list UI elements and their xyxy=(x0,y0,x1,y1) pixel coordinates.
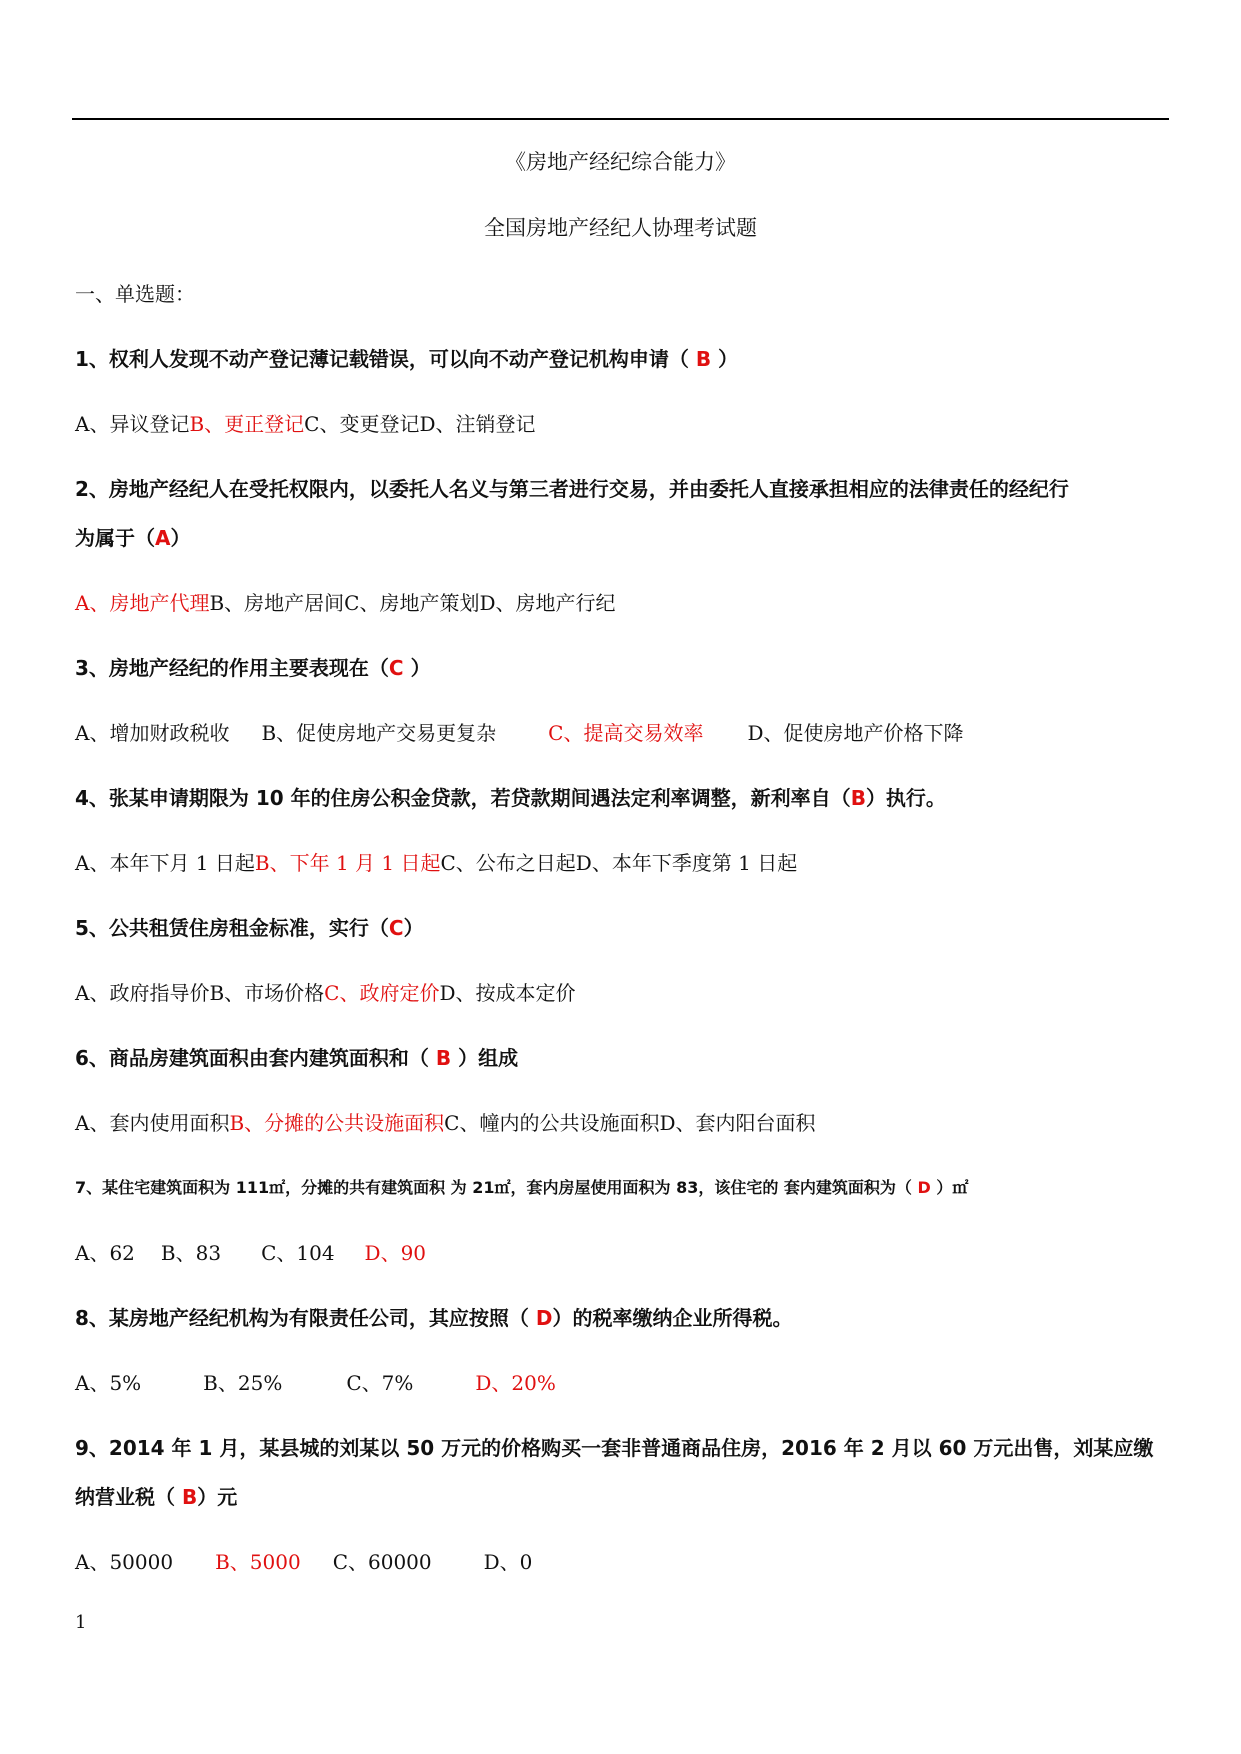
options-2 xyxy=(75,587,616,616)
options-7 xyxy=(75,1237,426,1266)
options-3 xyxy=(75,717,964,746)
option-d: D、90 xyxy=(364,1241,427,1265)
option-c: C、变更登记 xyxy=(304,412,420,436)
question-9-line-1: 9、2014 年 1 月，某县城的刘某以 50 万元的价格购买一套非普通商品住房，2016 年 2 月以 60 万元出售，刘某应缴 xyxy=(75,1436,1154,1460)
answer-7: D xyxy=(917,1178,931,1197)
option-d: D、按成本定价 xyxy=(439,981,576,1005)
option-d: D、套内阳台面积 xyxy=(659,1111,816,1135)
answer-8: D xyxy=(535,1306,553,1330)
option-c: C、提高交易效率 xyxy=(548,721,704,745)
section-heading: 一、单选题： xyxy=(75,282,195,306)
option-d: D、20% xyxy=(475,1371,556,1395)
option-a: A、5% xyxy=(75,1371,142,1395)
answer-9: B xyxy=(181,1485,198,1509)
option-d: D、房地产行纪 xyxy=(479,591,616,615)
option-b: B、下年 1 月 1 日起 xyxy=(254,851,441,875)
question-1: 1、权利人发现不动产登记薄记载错误，可以向不动产登记机构申请（ B ） xyxy=(75,347,739,371)
option-b: B、分摊的公共设施面积 xyxy=(229,1111,445,1135)
option-c: C、60000 xyxy=(332,1550,432,1574)
question-5: 5、公共租赁住房租金标准，实行（C） xyxy=(75,916,424,940)
options-5 xyxy=(75,977,576,1006)
option-c: C、7% xyxy=(346,1371,414,1395)
page-number: 1 xyxy=(75,1612,87,1633)
answer-2: A xyxy=(155,526,171,550)
book-title: 《房地产经纪综合能力》 xyxy=(505,150,736,174)
answer-3: C xyxy=(388,656,404,680)
option-c: C、幢内的公共设施面积 xyxy=(444,1111,660,1135)
header-rule xyxy=(72,118,1169,120)
option-b: B、更正登记 xyxy=(189,412,305,436)
option-d: D、促使房地产价格下降 xyxy=(747,721,964,745)
option-a: A、套内使用面积 xyxy=(75,1111,230,1135)
option-d: D、0 xyxy=(483,1550,533,1574)
question-6: 6、商品房建筑面积由套内建筑面积和（ B ）组成 xyxy=(75,1046,519,1070)
answer-4: B xyxy=(850,786,866,810)
question-9-line-2: 纳营业税（ B）元 xyxy=(75,1485,238,1509)
option-a: A、政府指导价 xyxy=(75,981,210,1005)
option-d: D、注销登记 xyxy=(419,412,536,436)
option-c: C、104 xyxy=(261,1241,335,1265)
options-1 xyxy=(75,408,536,437)
option-a: A、房地产代理 xyxy=(75,591,210,615)
options-6 xyxy=(75,1107,816,1136)
question-7: 7、某住宅建筑面积为 111㎡，分摊的共有建筑面积 为 21㎡，套内房屋使用面积为 83，该住宅的 套内建筑面积为（ D ）㎡ xyxy=(75,1178,969,1197)
option-b: B、83 xyxy=(160,1241,222,1265)
option-b: B、房地产居间 xyxy=(209,591,345,615)
question-8: 8、某房地产经纪机构为有限责任公司，其应按照（ D）的税率缴纳企业所得税。 xyxy=(75,1306,793,1330)
question-2-line-2: 为属于（A） xyxy=(75,526,191,550)
question-3: 3、房地产经纪的作用主要表现在（C ） xyxy=(75,656,431,680)
exam-title: 全国房地产经纪人协理考试题 xyxy=(484,216,757,240)
option-a: A、异议登记 xyxy=(75,412,190,436)
answer-6: B xyxy=(435,1046,452,1070)
answer-1: B xyxy=(695,347,712,371)
options-9 xyxy=(75,1546,532,1575)
option-d: D、本年下季度第 1 日起 xyxy=(575,851,798,875)
options-4 xyxy=(75,847,797,876)
option-c: C、政府定价 xyxy=(324,981,440,1005)
options-8 xyxy=(75,1367,556,1396)
option-c: C、房地产策划 xyxy=(344,591,480,615)
option-b: B、市场价格 xyxy=(209,981,325,1005)
option-b: B、促使房地产交易更复杂 xyxy=(261,721,497,745)
question-2-line-1: 2、房地产经纪人在受托权限内，以委托人名义与第三者进行交易，并由委托人直接承担相应的法律责任的经纪行 xyxy=(75,477,1069,501)
option-a: A、62 xyxy=(75,1241,135,1265)
question-4: 4、张某申请期限为 10 年的住房公积金贷款，若贷款期间遇法定利率调整，新利率自（B）执行。 xyxy=(75,786,946,810)
option-a: A、增加财政税收 xyxy=(75,721,230,745)
option-b: B、25% xyxy=(203,1371,283,1395)
option-c: C、公布之日起 xyxy=(440,851,576,875)
option-a: A、50000 xyxy=(75,1550,174,1574)
option-b: B、5000 xyxy=(215,1550,301,1574)
option-a: A、本年下月 1 日起 xyxy=(75,851,255,875)
answer-5: C xyxy=(388,916,404,940)
